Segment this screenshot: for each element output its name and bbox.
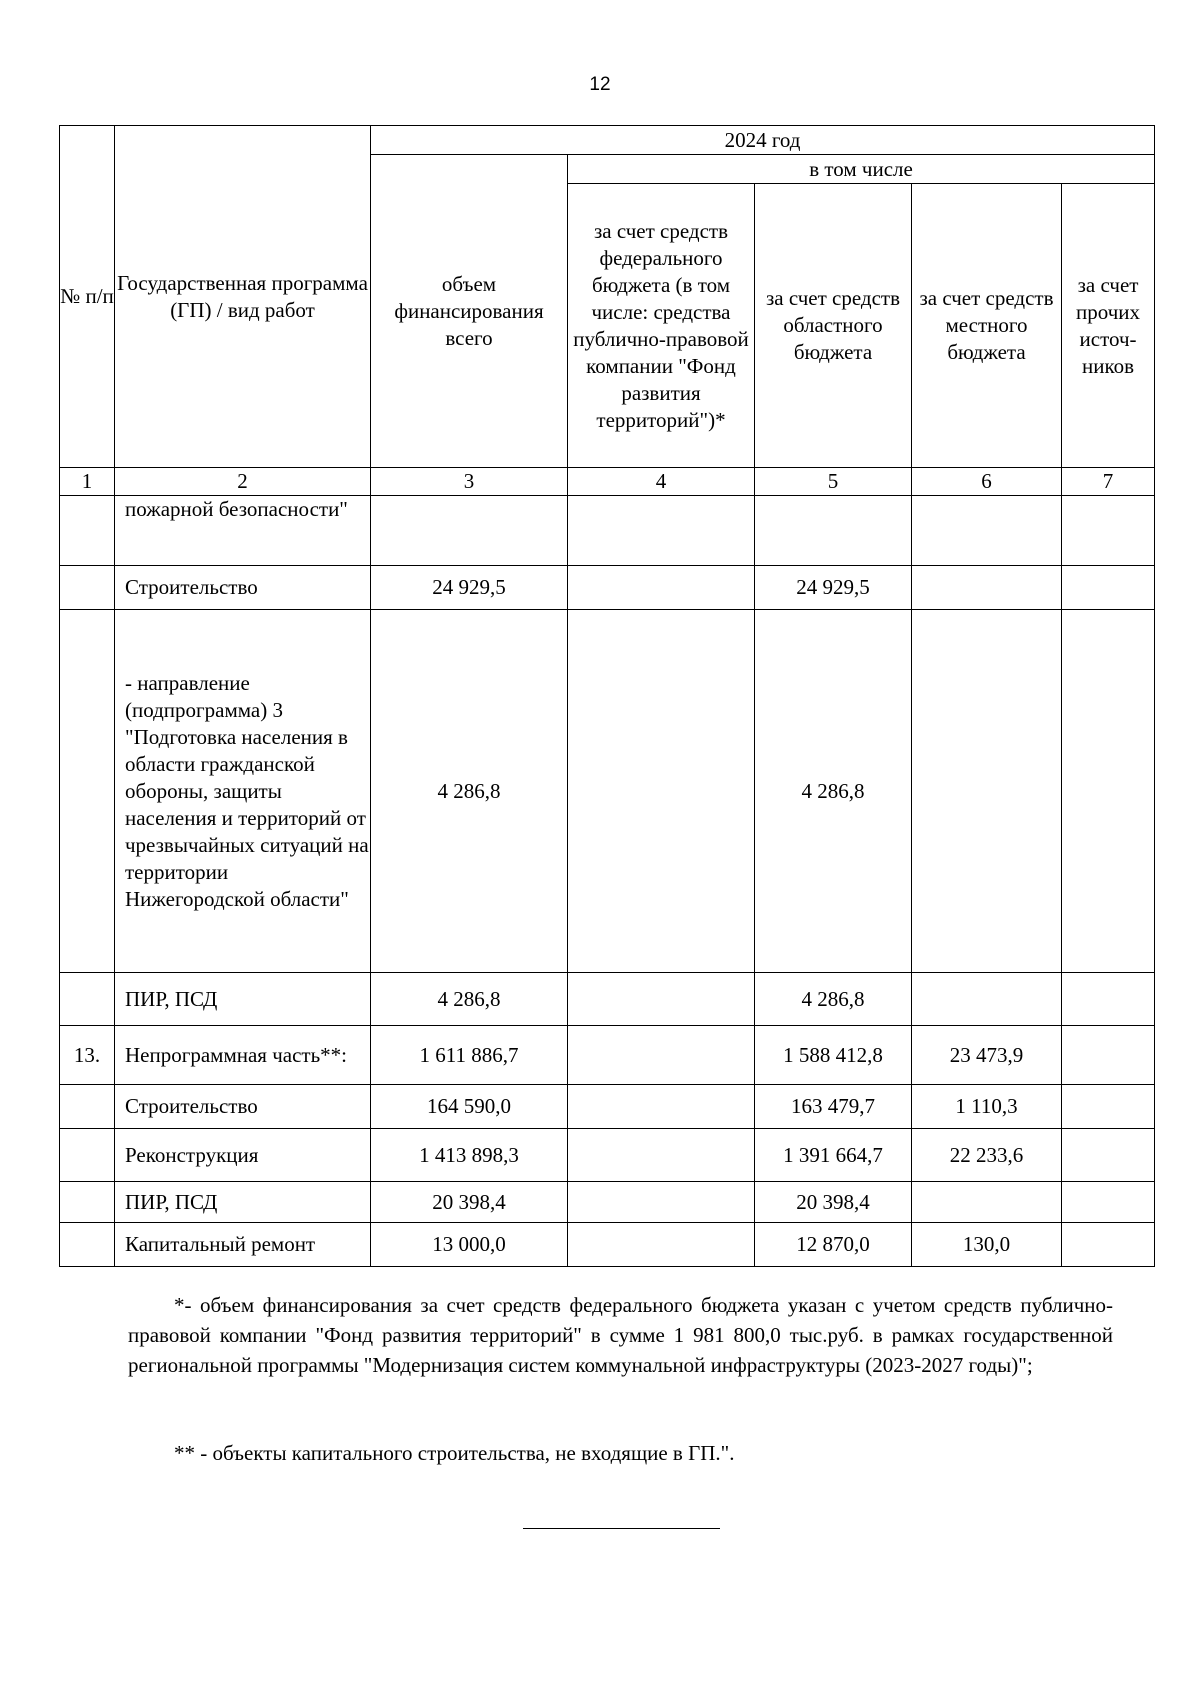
row-total — [371, 496, 568, 566]
header-year: 2024 год — [371, 126, 1155, 155]
row-num: 13. — [60, 1026, 115, 1085]
row-regional: 1 588 412,8 — [755, 1026, 912, 1085]
end-rule — [523, 1528, 720, 1529]
col-number: 6 — [912, 468, 1062, 496]
row-name: Непрограммная часть**: — [115, 1026, 371, 1085]
col-number: 1 — [60, 468, 115, 496]
row-local — [912, 1182, 1062, 1223]
col-number: 7 — [1062, 468, 1155, 496]
row-local: 22 233,6 — [912, 1129, 1062, 1182]
table-row — [60, 610, 1155, 973]
table-row — [60, 1223, 1155, 1267]
row-name: Строительство — [115, 1085, 371, 1129]
row-federal — [568, 566, 755, 610]
header-federal: за счет средств федерального бюджета (в том числе: средства публично-правовой компании "Фонд развития территорий")* — [568, 184, 755, 468]
row-federal — [568, 496, 755, 566]
row-num — [60, 1223, 115, 1267]
row-name: ПИР, ПСД — [115, 973, 371, 1026]
header-local: за счет средств местного бюджета — [912, 184, 1062, 468]
row-other — [1062, 610, 1155, 973]
row-regional: 20 398,4 — [755, 1182, 912, 1223]
row-regional: 4 286,8 — [755, 610, 912, 973]
row-num — [60, 496, 115, 566]
row-local — [912, 566, 1062, 610]
row-num — [60, 566, 115, 610]
row-name: - направление (подпрограмма) 3 "Подготовка населения в области гражданской обороны, защиты населения и территорий от чрезвычайных ситуаций на территории Нижегородской области" — [115, 610, 371, 973]
row-regional: 24 929,5 — [755, 566, 912, 610]
row-total: 13 000,0 — [371, 1223, 568, 1267]
page-number: 12 — [589, 74, 611, 95]
row-other — [1062, 1026, 1155, 1085]
header-total: объем финансирования всего — [371, 155, 568, 468]
header-program: Государственная программа (ГП) / вид работ — [115, 126, 371, 468]
header-other: за счет прочих источ-ников — [1062, 184, 1155, 468]
budget-table — [59, 125, 1155, 1267]
row-other — [1062, 1085, 1155, 1129]
row-name: Строительство — [115, 566, 371, 610]
row-other — [1062, 1223, 1155, 1267]
row-total: 1 611 886,7 — [371, 1026, 568, 1085]
row-regional: 4 286,8 — [755, 973, 912, 1026]
footnote-non-program: ** - объекты капитального строительства, не входящие в ГП.". — [174, 1441, 735, 1465]
row-num — [60, 1182, 115, 1223]
col-number: 3 — [371, 468, 568, 496]
row-num — [60, 1129, 115, 1182]
row-federal — [568, 973, 755, 1026]
row-regional — [755, 496, 912, 566]
row-regional: 12 870,0 — [755, 1223, 912, 1267]
header-including: в том числе — [568, 155, 1155, 184]
row-other — [1062, 566, 1155, 610]
row-total: 20 398,4 — [371, 1182, 568, 1223]
row-total: 1 413 898,3 — [371, 1129, 568, 1182]
row-federal — [568, 1129, 755, 1182]
col-number: 4 — [568, 468, 755, 496]
col-number: 5 — [755, 468, 912, 496]
row-other — [1062, 973, 1155, 1026]
table-row — [60, 1129, 1155, 1182]
row-total: 4 286,8 — [371, 610, 568, 973]
row-other — [1062, 496, 1155, 566]
row-name: Реконструкция — [115, 1129, 371, 1182]
row-local — [912, 610, 1062, 973]
row-federal — [568, 1085, 755, 1129]
row-local: 23 473,9 — [912, 1026, 1062, 1085]
row-total: 4 286,8 — [371, 973, 568, 1026]
row-total: 164 590,0 — [371, 1085, 568, 1129]
row-local: 130,0 — [912, 1223, 1062, 1267]
row-federal — [568, 1026, 755, 1085]
table-row — [60, 566, 1155, 610]
header-regional: за счет средств областного бюджета — [755, 184, 912, 468]
row-federal — [568, 610, 755, 973]
row-total: 24 929,5 — [371, 566, 568, 610]
row-other — [1062, 1182, 1155, 1223]
row-num — [60, 1085, 115, 1129]
table-row — [60, 1182, 1155, 1223]
row-other — [1062, 1129, 1155, 1182]
table-row — [60, 496, 1155, 566]
row-name: Капитальный ремонт — [115, 1223, 371, 1267]
table-row — [60, 1026, 1155, 1085]
table-row — [60, 973, 1155, 1026]
row-regional: 163 479,7 — [755, 1085, 912, 1129]
row-local — [912, 496, 1062, 566]
row-num — [60, 610, 115, 973]
row-federal — [568, 1223, 755, 1267]
table-row — [60, 1085, 1155, 1129]
row-federal — [568, 1182, 755, 1223]
footnote-federal-funding: *- объем финансирования за счет средств федерального бюджета указан с учетом средств публично-правовой компании "Фонд развития территорий" в сумме 1 981 800,0 тыс.руб. в рамках государственной региональной программы "Модернизация систем коммунальной инфраструктуры (2023-2027 годы)"; — [128, 1293, 1113, 1377]
row-name: пожарной безопасности" — [115, 496, 371, 566]
row-name: ПИР, ПСД — [115, 1182, 371, 1223]
row-regional: 1 391 664,7 — [755, 1129, 912, 1182]
row-num — [60, 973, 115, 1026]
col-number: 2 — [115, 468, 371, 496]
row-local: 1 110,3 — [912, 1085, 1062, 1129]
row-local — [912, 973, 1062, 1026]
header-num: № п/п — [60, 126, 115, 468]
